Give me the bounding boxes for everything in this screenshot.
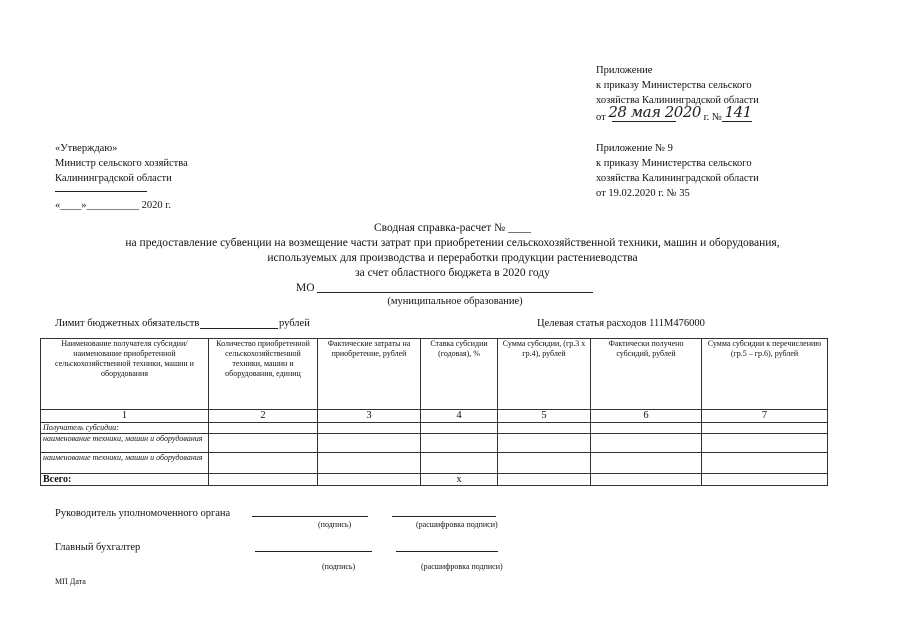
table-cell bbox=[591, 452, 702, 473]
total-label: Всего: bbox=[41, 473, 209, 485]
mo-underline bbox=[317, 292, 593, 293]
column-number: 2 bbox=[209, 410, 318, 423]
column-header: Фактические затраты на приобретение, рублей bbox=[318, 339, 421, 410]
table-cell bbox=[209, 452, 318, 473]
table-cell bbox=[209, 473, 318, 485]
table-cell bbox=[702, 452, 828, 473]
budget-limit-unit: рублей bbox=[279, 318, 310, 329]
head-decode-caption: (расшифровка подписи) bbox=[416, 520, 498, 529]
appendix-line1: к приказу Министерства сельского bbox=[596, 80, 752, 91]
column-number: 7 bbox=[702, 410, 828, 423]
table-cell bbox=[209, 423, 318, 434]
appendix-order-line bbox=[596, 103, 752, 125]
accountant-signature-line bbox=[255, 551, 372, 552]
table-cell bbox=[702, 423, 828, 434]
table-cell bbox=[498, 423, 591, 434]
chief-accountant-label: Главный бухгалтер bbox=[55, 542, 141, 553]
table-cell bbox=[498, 433, 591, 452]
table-cell bbox=[318, 433, 421, 452]
equipment-name-label: наименование техники, машин и оборудования bbox=[41, 433, 209, 452]
stamp-date-label: МП Дата bbox=[55, 577, 86, 586]
column-number: 1 bbox=[41, 410, 209, 423]
budget-limit-underline bbox=[200, 328, 278, 329]
table-cell bbox=[318, 452, 421, 473]
heading-line2: на предоставление субвенции на возмещение части затрат при приобретении сельскохозяйственной техники, машин и оборудования, bbox=[125, 237, 780, 249]
appendix-number-underline bbox=[722, 121, 752, 122]
table-cell bbox=[498, 452, 591, 473]
head-signature-caption: (подпись) bbox=[318, 520, 352, 529]
appendix-year-number: г. № bbox=[703, 112, 722, 123]
table-total-row bbox=[41, 473, 828, 485]
appendix9-line1: к приказу Министерства сельского bbox=[596, 158, 752, 169]
approve-region: Калининградской области bbox=[55, 173, 172, 184]
table-header-row bbox=[41, 339, 828, 410]
appendix9-line3: от 19.02.2020 г. № 35 bbox=[596, 188, 690, 199]
column-number: 5 bbox=[498, 410, 591, 423]
table-cell bbox=[591, 433, 702, 452]
table-cell bbox=[421, 452, 498, 473]
table-row bbox=[41, 433, 828, 452]
appendix-title: Приложение bbox=[596, 65, 653, 76]
table-cell bbox=[318, 423, 421, 434]
head-decode-line bbox=[392, 516, 496, 517]
table-cell bbox=[702, 473, 828, 485]
mo-label: МО bbox=[296, 282, 315, 294]
appendix-line2: хозяйства Калининградской области bbox=[596, 95, 759, 106]
recipient-label: Получатель субсидии: bbox=[41, 423, 209, 434]
appendix-date-underline bbox=[612, 121, 676, 122]
approve-position: Министр сельского хозяйства bbox=[55, 158, 188, 169]
column-number: 6 bbox=[591, 410, 702, 423]
appendix-handwritten-date: 28 мая 2020 bbox=[608, 103, 701, 121]
total-rate-mark: х bbox=[421, 473, 498, 485]
table-cell bbox=[591, 473, 702, 485]
column-header: Ставка субсидии (годовая), % bbox=[421, 339, 498, 410]
column-header: Сумма субсидии, (гр.3 х гр.4), рублей bbox=[498, 339, 591, 410]
budget-limit-label: Лимит бюджетных обязательств bbox=[55, 318, 200, 329]
appendix-handwritten-number: 141 bbox=[724, 103, 752, 121]
heading-line3: используемых для производства и переработки продукции растениеводства bbox=[267, 252, 638, 264]
subsidy-table bbox=[40, 338, 828, 486]
approve-signature-line bbox=[55, 191, 147, 192]
heading-title: Сводная справка-расчет № ____ bbox=[374, 222, 531, 234]
head-of-authority-label: Руководитель уполномоченного органа bbox=[55, 508, 231, 519]
table-cell bbox=[318, 473, 421, 485]
table-cell bbox=[209, 433, 318, 452]
table-number-row bbox=[41, 410, 828, 423]
approve-date-line: «____»__________ 2020 г. bbox=[55, 200, 171, 211]
mo-caption: (муниципальное образование) bbox=[387, 296, 523, 307]
column-header: Количество приобретенной сельскохозяйственной техники, машин и оборудования, единиц bbox=[209, 339, 318, 410]
table-cell bbox=[591, 423, 702, 434]
appendix9-title: Приложение № 9 bbox=[596, 143, 673, 154]
appendix9-line2: хозяйства Калининградской области bbox=[596, 173, 759, 184]
table-cell bbox=[498, 473, 591, 485]
column-header: Сумма субсидии к перечислению (гр.5 – гр.6), рублей bbox=[702, 339, 828, 410]
column-number: 4 bbox=[421, 410, 498, 423]
approve-title: «Утверждаю» bbox=[55, 143, 118, 154]
accountant-decode-caption: (расшифровка подписи) bbox=[421, 562, 503, 571]
equipment-name-label: наименование техники, машин и оборудования bbox=[41, 452, 209, 473]
table-row bbox=[41, 423, 828, 434]
table-row bbox=[41, 452, 828, 473]
table-cell bbox=[421, 423, 498, 434]
column-header: Наименование получателя субсидии/наименование приобретенной сельскохозяйственной техники, машин и оборудования bbox=[41, 339, 209, 410]
column-number: 3 bbox=[318, 410, 421, 423]
accountant-signature-caption: (подпись) bbox=[322, 562, 356, 571]
table-cell bbox=[702, 433, 828, 452]
heading-line4: за счет областного бюджета в 2020 году bbox=[355, 267, 550, 279]
column-header: Фактически получено субсидий, рублей bbox=[591, 339, 702, 410]
table-cell bbox=[421, 433, 498, 452]
accountant-decode-line bbox=[396, 551, 498, 552]
target-article: Целевая статья расходов 111М476000 bbox=[537, 318, 705, 329]
head-signature-line bbox=[252, 516, 368, 517]
appendix-from: от bbox=[596, 112, 606, 123]
